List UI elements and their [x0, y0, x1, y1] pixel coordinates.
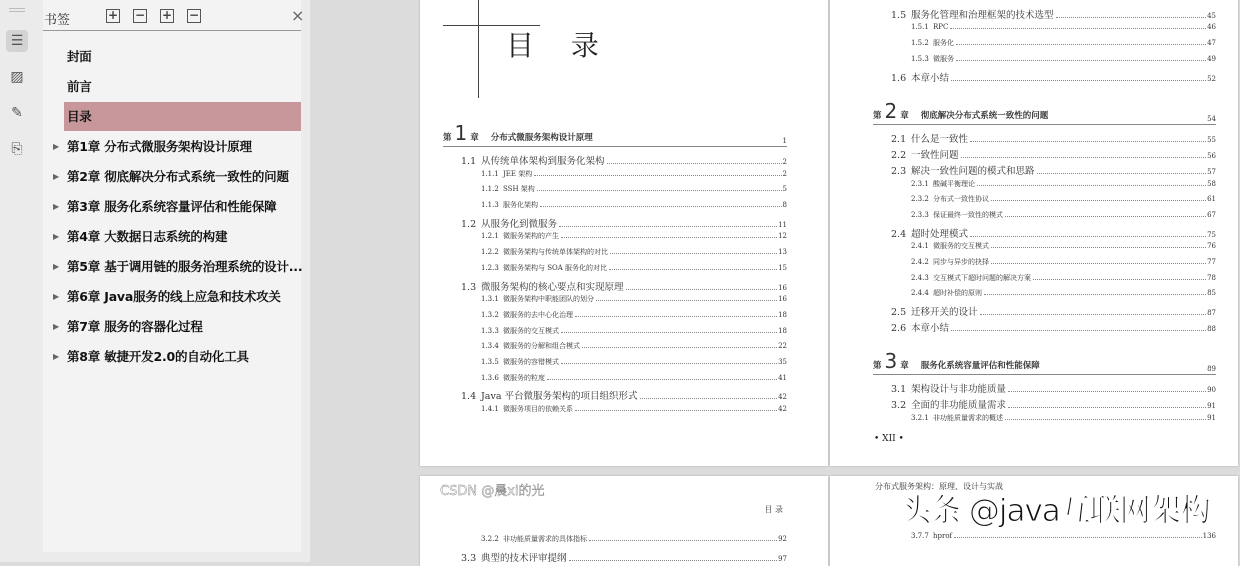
entry-title: RPC — [933, 22, 949, 31]
toc-entry[interactable] — [873, 273, 1216, 289]
entry-number: 1.1.1 — [481, 169, 499, 178]
chapter-title: 分布式微服务架构设计原理 — [490, 133, 593, 143]
entry-number: 1.1 — [461, 156, 477, 167]
chapter-prefix: 第 — [873, 111, 882, 122]
toc-entry[interactable] — [443, 373, 787, 389]
entry-title: 微服务架构的核心要点和实现原理 — [481, 281, 624, 293]
entry-title: 微服务的分解和组合模式 — [503, 342, 580, 351]
toc-entry[interactable] — [873, 532, 1216, 548]
entry-number: 2.3.2 — [911, 195, 929, 204]
entry-title: 非功能质量需求的具体指标 — [503, 535, 587, 543]
entry-title: 超时处理模式 — [911, 228, 969, 240]
page-number: 22 — [778, 342, 787, 351]
page-number: 45 — [1207, 12, 1216, 20]
entry-number: 1.3.2 — [481, 310, 499, 319]
expand-arrow-icon[interactable]: ▶ — [53, 232, 59, 241]
entry-title: 解决一致性问题的模式和思路 — [911, 165, 1035, 177]
entry-number: 1.2.1 — [481, 232, 499, 241]
page-number: 15 — [778, 263, 787, 272]
entry-number: 2.4.4 — [911, 289, 929, 298]
entry-number: 3.1 — [891, 384, 907, 396]
entry-title: 从传统单体架构到服务化架构 — [481, 156, 605, 167]
page-number: 92 — [778, 535, 787, 543]
entry-title: 微服务的去中心化治理 — [503, 310, 573, 319]
entry-title: 同步与异步的抉择 — [933, 257, 989, 266]
delete-bookmark-icon[interactable]: − — [188, 8, 200, 22]
page-number: • XII • — [874, 434, 904, 444]
page-number: 78 — [1207, 273, 1216, 282]
toc-entry[interactable] — [873, 7, 1216, 23]
toc-entry[interactable] — [873, 226, 1216, 242]
leader-dots — [575, 316, 777, 317]
toc-entry[interactable] — [873, 131, 1216, 147]
expand-arrow-icon[interactable]: ▶ — [53, 322, 59, 331]
drag-grip[interactable] — [9, 8, 25, 12]
entry-number: 1.2 — [461, 218, 477, 230]
leader-dots — [609, 269, 777, 270]
expand-all-icon[interactable]: + — [107, 8, 119, 22]
leader-dots — [547, 379, 777, 380]
toc-entry[interactable] — [443, 200, 787, 216]
decor-line — [478, 0, 479, 98]
leader-dots — [950, 28, 1206, 29]
expand-arrow-icon[interactable]: ▶ — [53, 262, 59, 271]
entry-title: 非功能质量需求的概述 — [933, 413, 1003, 422]
toc-entry[interactable] — [443, 550, 787, 566]
page-number: 49 — [1207, 55, 1216, 64]
bookmark-item[interactable] — [53, 162, 301, 191]
toc-entry[interactable] — [873, 397, 1216, 413]
entry-number: 1.2.2 — [481, 248, 499, 257]
bookmark-label: 第4章 大数据日志系统的构建 — [67, 229, 228, 244]
leader-dots — [561, 237, 777, 238]
toc-entry[interactable] — [443, 169, 787, 185]
page-number: 76 — [1207, 242, 1216, 251]
page-number: 8 — [782, 201, 787, 210]
page-number: 13 — [778, 248, 787, 257]
entry-number: 1.3.1 — [481, 295, 499, 304]
page-number: 56 — [1207, 152, 1216, 161]
entry-title: 架构设计与非功能质量 — [911, 384, 1007, 396]
leader-dots — [589, 540, 777, 541]
entry-number: 3.2 — [891, 400, 907, 412]
leader-dots — [951, 330, 1206, 331]
leader-dots — [575, 410, 777, 411]
entry-number: 1.6 — [891, 72, 907, 84]
bookmark-label: 第1章 分布式微服务架构设计原理 — [67, 139, 252, 154]
divider — [43, 30, 301, 31]
leader-dots — [626, 289, 778, 290]
toc-entry[interactable] — [443, 357, 787, 373]
entry-number: 2.6 — [891, 322, 907, 334]
leader-dots — [1008, 407, 1206, 408]
chapter-suffix: 章 — [470, 133, 479, 143]
entry-title: 微服务架构中职能团队的划分 — [503, 295, 594, 304]
entry-number: 2.2 — [891, 150, 907, 162]
entry-title: 超时补偿的原则 — [933, 289, 982, 298]
entry-title: 迁移开关的设计 — [911, 307, 978, 318]
entry-title: SSH 架构 — [503, 185, 535, 194]
leader-dots — [970, 236, 1206, 237]
toc-entry[interactable] — [443, 247, 787, 263]
leader-dots — [561, 363, 777, 364]
entry-title: 典型的技术评审提纲 — [481, 552, 567, 564]
page-number: 136 — [1202, 532, 1216, 540]
chapter-title: 彻底解决分布式系统一致性的问题 — [920, 111, 1049, 122]
leader-dots — [991, 200, 1206, 201]
chapter-heading[interactable] — [873, 349, 1216, 375]
page-number: 46 — [1207, 22, 1216, 31]
leader-dots — [537, 190, 782, 191]
bookmark-item[interactable] — [64, 42, 301, 71]
export-icon[interactable]: ⎘ — [11, 141, 23, 157]
entry-number: 1.5.2 — [911, 39, 929, 48]
entry-title: Java 平台微服务架构的项目组织形式 — [481, 391, 638, 403]
toc-entry[interactable] — [873, 257, 1216, 273]
expand-arrow-icon[interactable]: ▶ — [53, 292, 59, 301]
page-number: 91 — [1207, 402, 1216, 411]
entry-title: 微服务 — [933, 55, 954, 64]
bookmark-label: 第7章 服务的容器化过程 — [67, 319, 203, 334]
chapter-heading[interactable] — [873, 99, 1216, 125]
entry-number: 1.4.1 — [481, 405, 499, 413]
expand-arrow-icon[interactable]: ▶ — [53, 172, 59, 181]
entry-title: 微服务的交互模式 — [503, 326, 559, 335]
close-icon[interactable]: × — [291, 6, 305, 25]
leader-dots — [1037, 173, 1207, 174]
entry-title: 什么是一致性 — [911, 134, 969, 146]
toc-entry[interactable] — [873, 23, 1216, 39]
watermark-sub: CSDN @晨xi的光 — [440, 484, 545, 499]
entry-title: 酸碱平衡理论 — [933, 179, 975, 188]
leader-dots — [569, 560, 778, 561]
bookmark-item[interactable] — [53, 312, 301, 341]
leader-dots — [1033, 279, 1206, 280]
page-number: 88 — [1207, 324, 1216, 333]
page-number: 90 — [1207, 386, 1216, 395]
page-number: 54 — [1207, 115, 1216, 124]
leader-dots — [984, 294, 1206, 295]
page-toc-1 — [420, 0, 828, 466]
page-number: 89 — [1207, 365, 1216, 374]
toc-entry[interactable] — [443, 534, 787, 550]
entry-number: 2.3 — [891, 165, 907, 177]
bookmark-panel — [35, 0, 310, 562]
chapter-number: 1 — [454, 121, 468, 145]
bookmark-list-icon[interactable]: ☰ — [6, 30, 28, 52]
entry-number: 2.3.1 — [911, 179, 929, 188]
entry-title: 服务化管理和治理框架的技术选型 — [911, 10, 1054, 21]
entry-number: 1.2.3 — [481, 263, 499, 272]
expand-arrow-icon[interactable]: ▶ — [53, 352, 59, 361]
leader-dots — [961, 157, 1207, 158]
toc-entry[interactable] — [873, 179, 1216, 195]
page-number: 42 — [778, 405, 787, 413]
leader-dots — [610, 253, 777, 254]
running-header: 分布式服务架构：原理、设计与实战 — [875, 482, 1003, 491]
toc-entry[interactable] — [873, 413, 1216, 429]
entry-number: 3.2.2 — [481, 535, 499, 543]
toc-entry[interactable] — [873, 194, 1216, 210]
toc-entry[interactable] — [873, 54, 1216, 70]
entry-title: 保证最终一致性的模式 — [933, 210, 1003, 219]
bookmark-item[interactable] — [53, 132, 301, 161]
toc-entry[interactable] — [443, 231, 787, 247]
bookmark-label: 前言 — [67, 79, 92, 94]
page-number: 52 — [1207, 74, 1216, 83]
entry-number: 2.1 — [891, 134, 907, 146]
toc-entry[interactable] — [443, 310, 787, 326]
leader-dots — [534, 175, 781, 176]
page-number: 85 — [1207, 289, 1216, 298]
chapter-suffix: 章 — [900, 361, 909, 372]
toc-entry[interactable] — [873, 38, 1216, 54]
toc-entry[interactable] — [443, 216, 787, 232]
page-number: 16 — [778, 295, 787, 304]
chapter-prefix: 第 — [873, 361, 882, 372]
leader-dots — [991, 247, 1206, 248]
leader-dots — [561, 332, 777, 333]
toc-entry[interactable] — [873, 288, 1216, 304]
leader-dots — [951, 80, 1206, 81]
leader-dots — [596, 300, 777, 301]
leader-dots — [1005, 419, 1206, 420]
entry-number: 1.5 — [891, 10, 907, 21]
page-toc-2 — [830, 0, 1238, 466]
bookmark-label: 封面 — [67, 49, 92, 64]
toc-entry[interactable] — [873, 163, 1216, 179]
page-number: 77 — [1207, 257, 1216, 266]
leader-dots — [540, 206, 782, 207]
bookmark-item[interactable] — [53, 192, 301, 221]
page-number: 75 — [1207, 230, 1216, 239]
page-number: 55 — [1207, 136, 1216, 145]
page-number: 1 — [782, 137, 787, 145]
entry-title: 微服务的容错模式 — [503, 357, 559, 366]
page-title: 目 录 — [506, 29, 613, 62]
entry-title: JEE 架构 — [503, 169, 533, 178]
entry-title: 从服务化到微服务 — [481, 218, 558, 230]
entry-title: 微服务的粒度 — [503, 373, 545, 382]
chapter-suffix: 章 — [900, 111, 909, 122]
toc-entry[interactable] — [443, 263, 787, 279]
entry-title: 分布式一致性协议 — [933, 195, 989, 204]
entry-number: 2.4.1 — [911, 242, 929, 251]
page-number: 11 — [778, 220, 787, 229]
toc-entry[interactable] — [443, 388, 787, 404]
watermark: 头条 @java互联网架构 — [900, 493, 1210, 529]
bookmark-item[interactable] — [53, 252, 303, 281]
leader-dots — [970, 141, 1206, 142]
entry-title: 本章小结 — [911, 72, 950, 84]
bookmark-label: 第3章 服务化系统容量评估和性能保障 — [67, 199, 277, 214]
entry-title: 一致性问题 — [911, 150, 959, 162]
toc-entry[interactable] — [873, 147, 1216, 163]
entry-number: 3.7.7 — [911, 532, 929, 540]
entry-number: 3.3 — [461, 552, 477, 564]
toc-entry[interactable] — [873, 70, 1216, 86]
chapter-number: 2 — [884, 99, 898, 124]
bookmark-item[interactable] — [53, 342, 301, 371]
entry-title: 微服务架构与 SOA 服务化的对比 — [503, 263, 608, 272]
leader-dots — [991, 263, 1206, 264]
leader-dots — [954, 537, 1201, 538]
leader-dots — [1005, 216, 1206, 217]
bookmark-item[interactable] — [53, 282, 301, 311]
entry-number: 2.4.3 — [911, 273, 929, 282]
entry-number: 2.5 — [891, 307, 907, 318]
entry-number: 1.3 — [461, 281, 477, 293]
panel-title: 书签 — [44, 13, 71, 28]
entry-number: 1.3.6 — [481, 373, 499, 382]
entry-number: 1.1.2 — [481, 185, 499, 194]
bookmark-label: 第6章 Java服务的线上应急和技术攻关 — [67, 289, 281, 304]
chapter-title: 服务化系统容量评估和性能保障 — [920, 361, 1040, 372]
toc-entry[interactable] — [443, 153, 787, 169]
page-number: 91 — [1207, 413, 1216, 422]
entry-title: 微服务的交互模式 — [933, 242, 989, 251]
add-bookmark-icon[interactable]: + — [161, 8, 173, 22]
entry-number: 1.1.3 — [481, 201, 499, 210]
page-number: 35 — [778, 357, 787, 366]
page-number: 58 — [1207, 179, 1216, 188]
page-number: 41 — [778, 373, 787, 382]
leader-dots — [559, 226, 777, 227]
bookmark-item[interactable] — [64, 72, 301, 101]
entry-title: 微服务架构的产生 — [503, 232, 559, 241]
page-number: 47 — [1207, 39, 1216, 48]
toc-entry[interactable] — [873, 381, 1216, 397]
bookmark-item[interactable] — [64, 102, 301, 131]
page-number: 2 — [782, 158, 787, 166]
expand-arrow-icon[interactable]: ▶ — [53, 202, 59, 211]
bookmark-item[interactable] — [53, 222, 301, 251]
entry-number: 1.5.3 — [911, 55, 929, 64]
page-number: 16 — [778, 283, 787, 292]
leader-dots — [1056, 17, 1207, 18]
side-toolbar — [0, 0, 35, 562]
entry-title: 服务化 — [933, 39, 954, 48]
toc-entry[interactable] — [443, 404, 787, 420]
toc-entry[interactable] — [443, 279, 787, 295]
entry-title: 微服务项目的依赖关系 — [503, 405, 573, 413]
page-number: 12 — [778, 232, 787, 241]
page-number: 87 — [1207, 309, 1216, 317]
page-number: 18 — [778, 310, 787, 319]
leader-dots — [977, 185, 1206, 186]
chapter-heading[interactable] — [443, 121, 787, 147]
pen-icon[interactable]: ✎ — [11, 105, 23, 121]
entry-number: 1.4 — [461, 391, 477, 403]
page-number: 2 — [782, 169, 787, 178]
entry-number: 2.4.2 — [911, 257, 929, 266]
toc-entry[interactable] — [443, 294, 787, 310]
toc-entry[interactable] — [873, 210, 1216, 226]
toc-entry[interactable] — [443, 326, 787, 342]
page-number: 57 — [1207, 167, 1216, 176]
page-number: 61 — [1207, 195, 1216, 204]
chapter-number: 3 — [884, 349, 898, 374]
toc-entry[interactable] — [443, 341, 787, 357]
entry-title: 本章小结 — [911, 322, 950, 334]
entry-number: 1.3.3 — [481, 326, 499, 335]
bookmark-label: 第5章 基于调用链的服务治理系统的设计... — [67, 259, 303, 274]
entry-title: 微服务架构与传统单体架构的对比 — [503, 248, 608, 257]
entry-number: 2.3.3 — [911, 210, 929, 219]
page-number: 18 — [778, 326, 787, 335]
leader-dots — [956, 60, 1206, 61]
collapse-all-icon[interactable]: − — [134, 8, 146, 22]
leader-dots — [1008, 391, 1206, 392]
entry-title: hprof — [933, 532, 953, 540]
leader-dots — [607, 163, 782, 164]
entry-number: 2.4 — [891, 228, 907, 240]
leader-dots — [956, 44, 1206, 45]
entry-number: 1.3.5 — [481, 357, 499, 366]
entry-title: 全面的非功能质量需求 — [911, 400, 1007, 412]
toc-entry[interactable] — [873, 320, 1216, 336]
bookmark-label: 第2章 彻底解决分布式系统一致性的问题 — [67, 169, 289, 184]
running-header: 目 录 — [764, 505, 783, 514]
chapter-prefix: 第 — [443, 133, 452, 143]
page-number: 5 — [782, 185, 787, 194]
entry-title: 服务化架构 — [503, 201, 538, 210]
page-number: 67 — [1207, 210, 1216, 219]
entry-number: 1.5.1 — [911, 22, 929, 31]
toc-entry[interactable] — [443, 184, 787, 200]
leader-dots — [640, 398, 778, 399]
page-number: 42 — [778, 393, 787, 402]
leader-dots — [980, 314, 1207, 315]
expand-arrow-icon[interactable]: ▶ — [53, 142, 59, 151]
leader-dots — [582, 347, 777, 348]
image-icon[interactable]: ▨ — [10, 69, 24, 85]
toc-entry[interactable] — [873, 304, 1216, 320]
entry-number: 3.2.1 — [911, 413, 929, 422]
page-number: 97 — [778, 554, 787, 563]
entry-title: 交互模式下超时问题的解决方案 — [933, 273, 1031, 282]
bookmark-label: 第8章 敏捷开发2.0的自动化工具 — [67, 349, 249, 364]
toc-entry[interactable] — [873, 241, 1216, 257]
entry-number: 1.3.4 — [481, 342, 499, 351]
bookmark-label: 目录 — [67, 109, 92, 124]
